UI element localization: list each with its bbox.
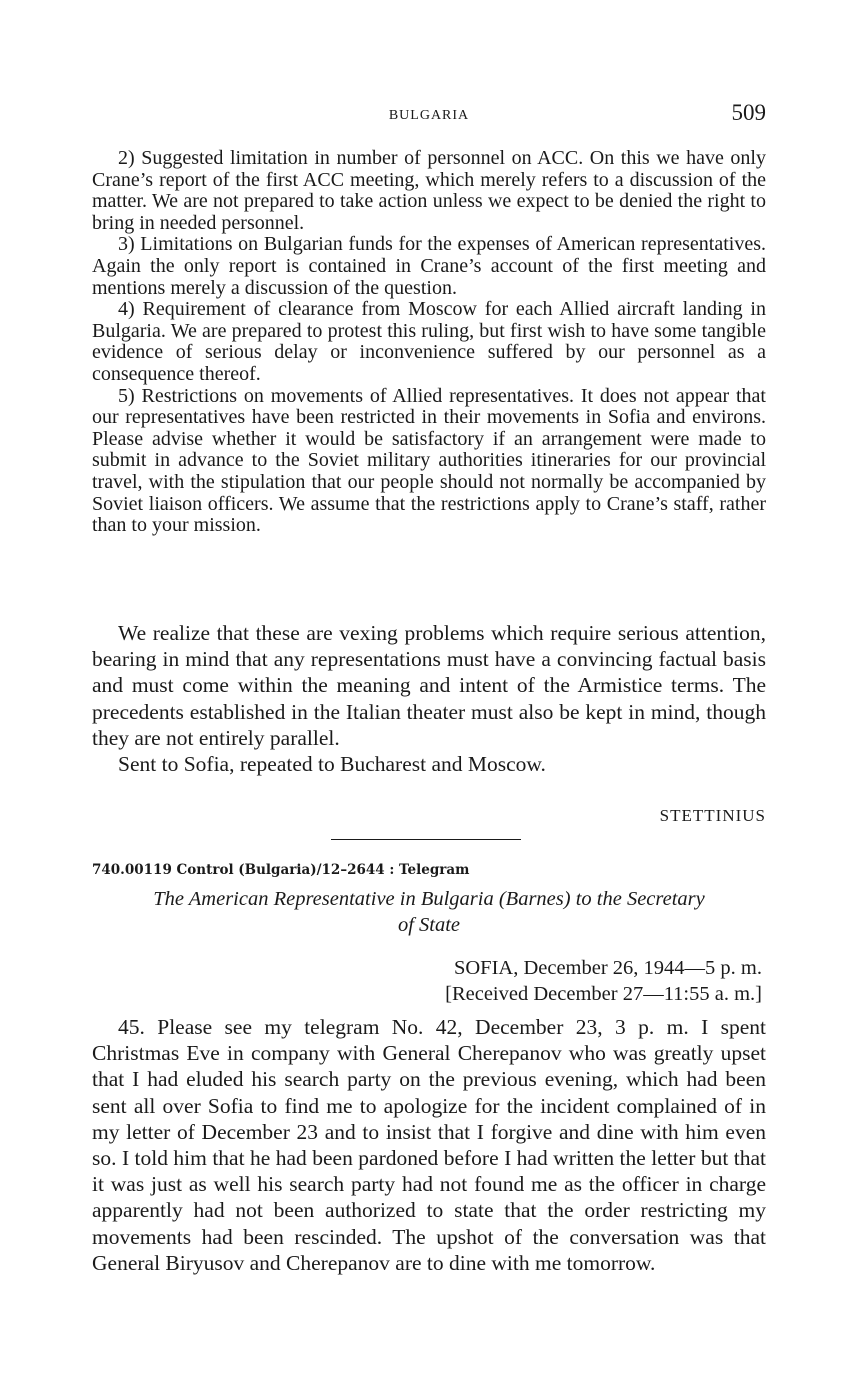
point-5: 5) Restrictions on movements of Allied representatives. It does not appear that our representatives have been restricted in their movements in Sofia and environs. Please advise whether it would be satisfactory if an arrangement were made to submit in advance to the Soviet military authorities itineraries for our provincial travel, with the stipulation that our people should not normally be accompanied by Soviet liaison officers. We assume that the restrictions apply to Crane’s staff, rather than to your mission.: [92, 384, 766, 537]
telegram-paragraph: 45. Please see my telegram No. 42, December 23, 3 p. m. I spent Christmas Eve in company with General Cherepanov who was greatly upset that I had eluded his search party on the previous evening, which had been sent all over Sofia to find me to apologize for the incident complained of in my letter of December 23 and to insist that I forgive and dine with him even so. I told him that he had been pardoned before I had written the letter but that it was just as well his search party had not found me as the officer in charge apparently had not been authorized to state that the order restricting my movements had been rescinded. The upshot of the conversation was that General Biryusov and Cherepanov are to dine with me tomorrow.: [92, 1015, 766, 1275]
distribution-line: Sent to Sofia, repeated to Bucharest and Moscow.: [118, 752, 546, 777]
file-reference: 740.00119 Control (Bulgaria)/12–2644 : Telegram: [92, 862, 470, 878]
page-number: 509: [731, 100, 766, 125]
received-line: [Received December 27—11:55 a. m.]: [445, 983, 762, 1005]
document-heading: [92, 886, 766, 938]
running-title: BULGARIA: [388, 108, 470, 123]
running-header: [92, 100, 766, 134]
closing-section: [92, 620, 766, 777]
heading-line-1: The American Representative in Bulgaria (Barnes) to the Secretary: [153, 888, 705, 910]
heading-line-2: of State: [397, 914, 461, 936]
enumerated-points: [92, 148, 766, 537]
closing-paragraph: We realize that these are vexing problems which require serious attention, bearing in mind that any representations must have a convincing factual basis and must come within the meaning and intent of the Armistice terms. The precedents established in the Italian theater must also be kept in mind, though they are not entirely parallel.: [92, 621, 766, 750]
dateline: SOFIA, December 26, 1944—5 p. m.: [453, 957, 762, 979]
point-2: 2) Suggested limitation in number of personnel on ACC. On this we have only Crane’s report of the first ACC meeting, which merely refers to a discussion of the matter. We are not prepared to take action unless we expect to be denied the right to bring in needed personnel.: [92, 147, 766, 234]
telegram-body: [92, 1014, 766, 1276]
signature: STETTINIUS: [659, 806, 766, 825]
point-3: 3) Limitations on Bulgarian funds for the expenses of American representatives. Again the only report is contained in Crane’s account of the first meeting and mentions merely a discussion of the question.: [92, 233, 766, 299]
point-4: 4) Requirement of clearance from Moscow for each Allied aircraft landing in Bulgaria. We are prepared to protest this ruling, but first wish to have some tangible evidence of serious delay or inconvenience suffered by our personnel as a consequence thereof.: [92, 298, 766, 385]
section-divider: [331, 839, 521, 840]
